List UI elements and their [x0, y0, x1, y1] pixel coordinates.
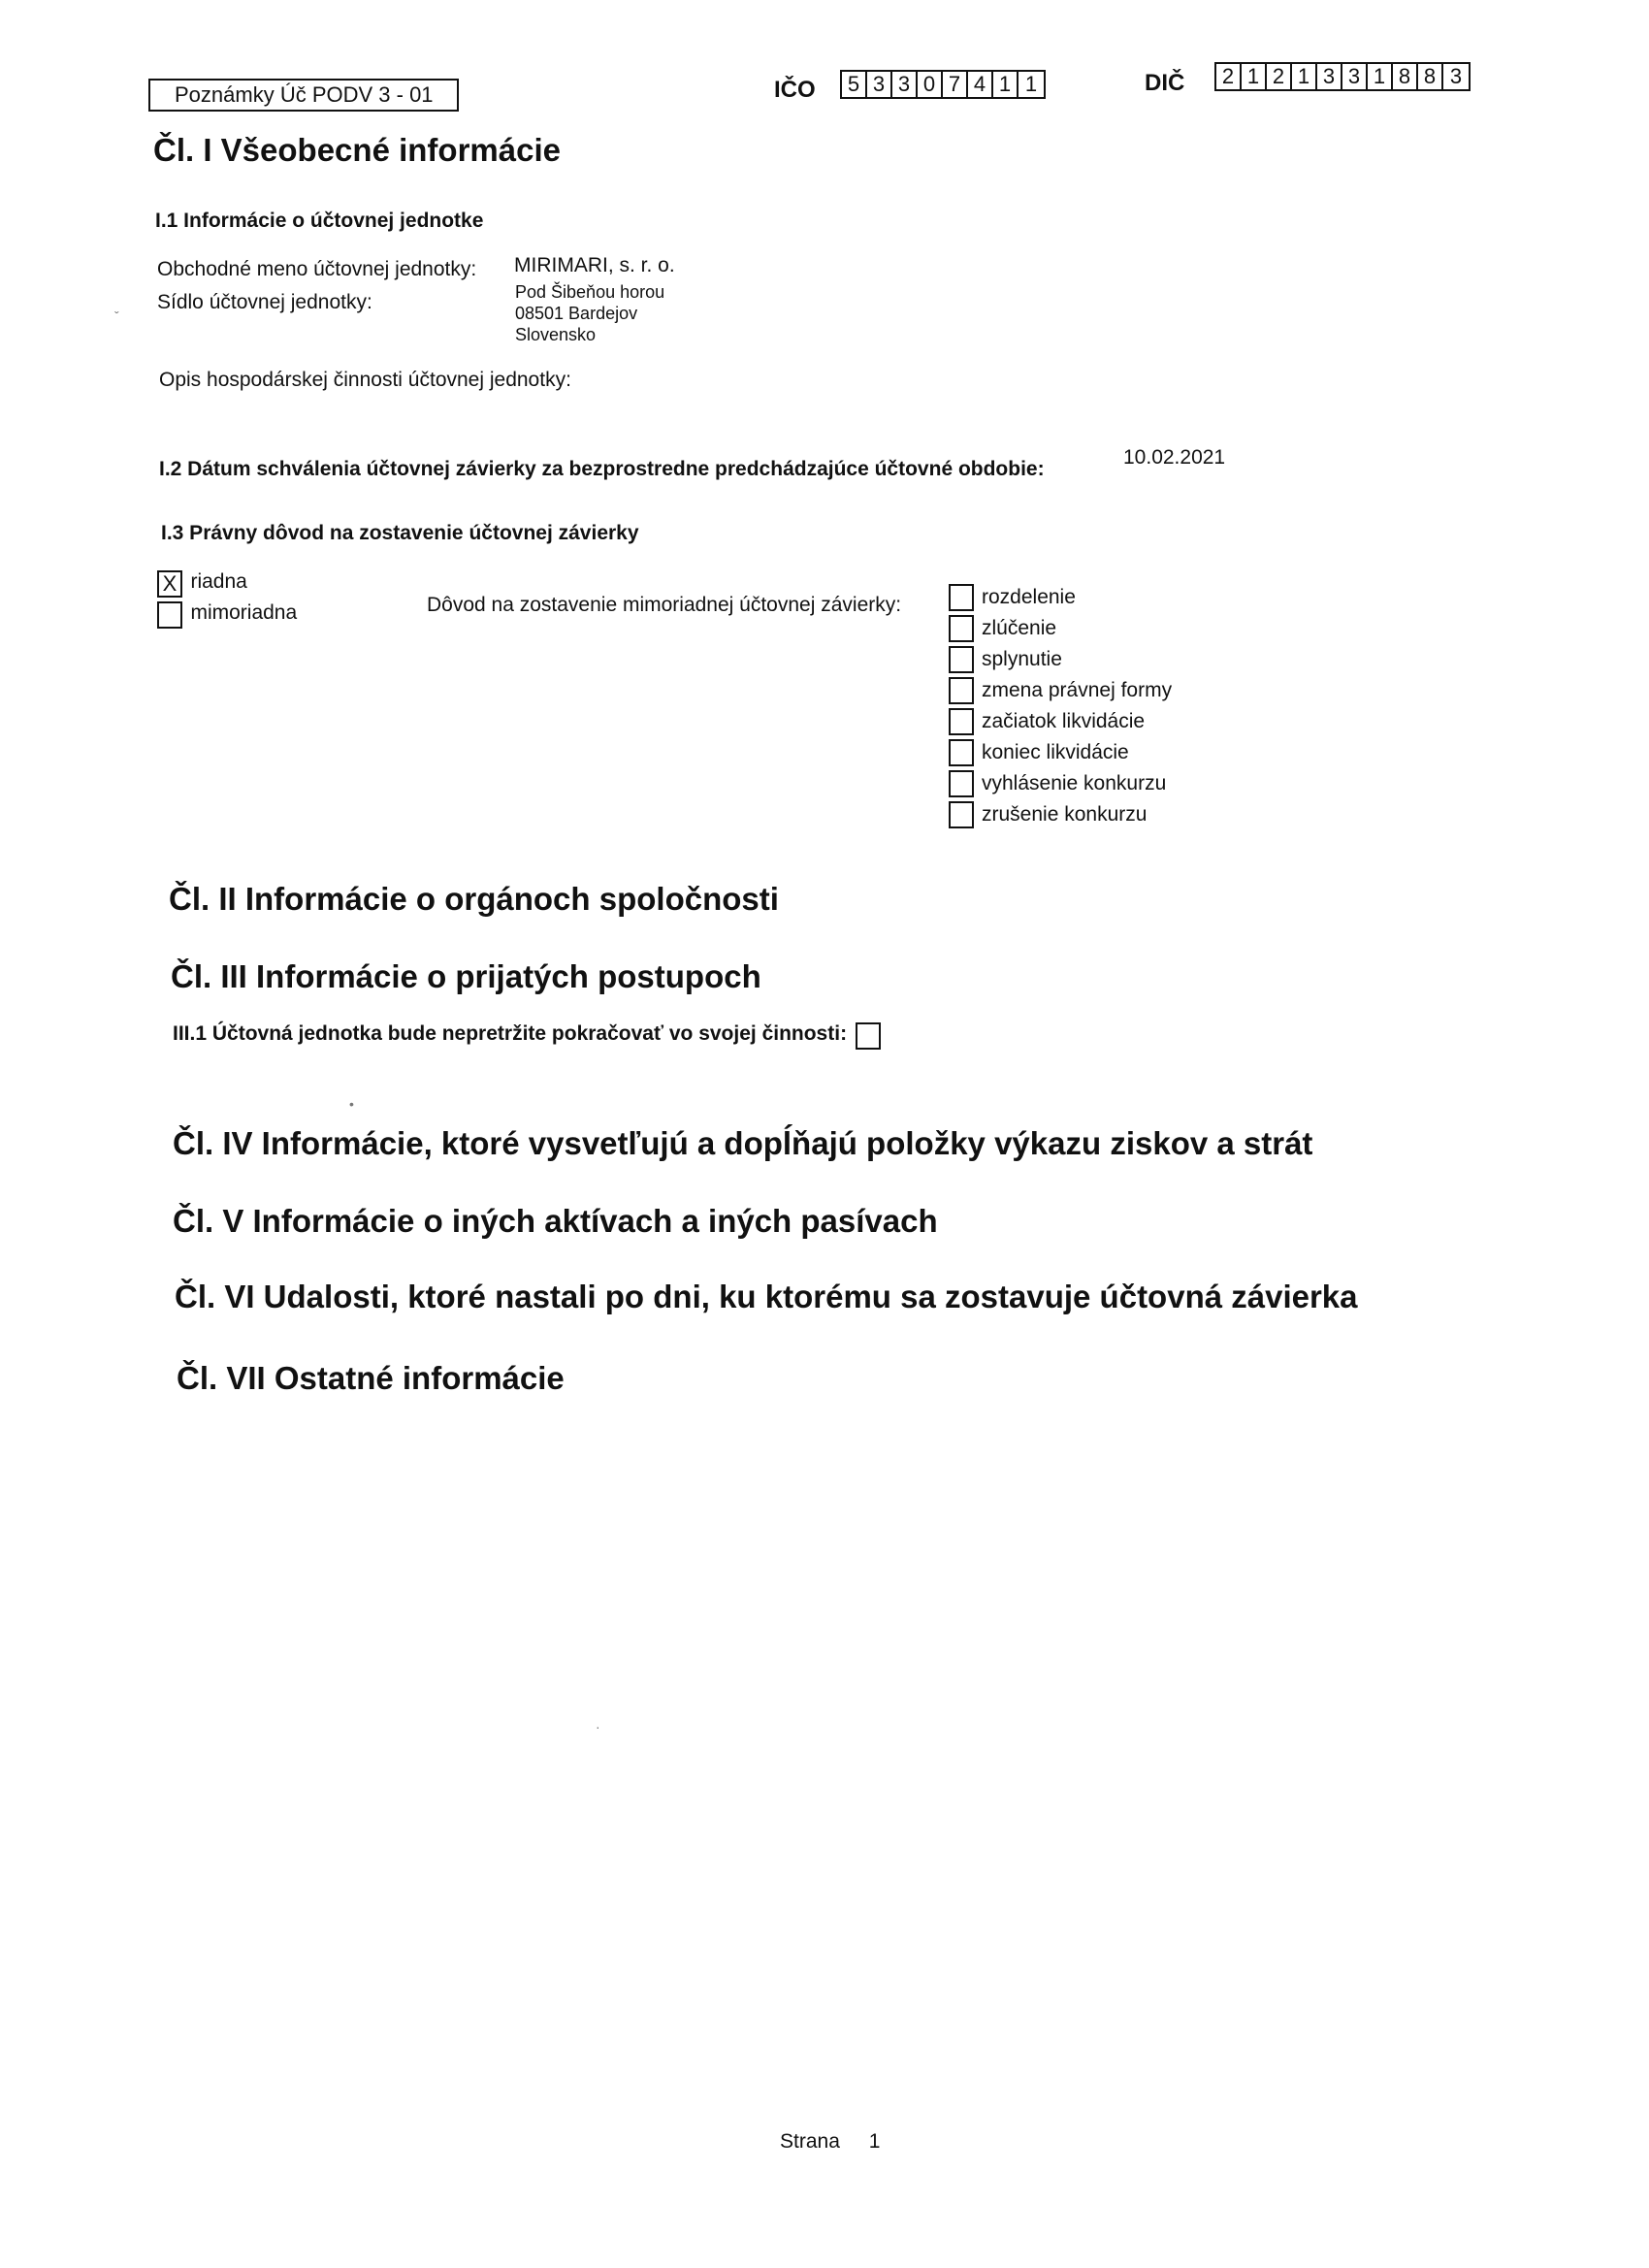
company-name-value: MIRIMARI, s. r. o.	[514, 254, 675, 276]
scan-speck: •	[349, 1096, 354, 1112]
reason-label: zmena právnej formy	[982, 679, 1173, 701]
checkbox-extraordinary[interactable]	[157, 601, 182, 629]
reason-checkbox[interactable]	[949, 708, 974, 735]
dic-digit-boxes	[1214, 62, 1471, 91]
reason-label: koniec likvidácie	[982, 741, 1129, 763]
page-footer	[780, 2130, 880, 2154]
scan-speck: ·	[596, 1719, 600, 1734]
option-regular-label: riadna	[190, 570, 247, 594]
dic-digit: 2	[1267, 64, 1292, 89]
reason-label: splynutie	[982, 648, 1062, 670]
section-2-title: Čl. II Informácie o orgánoch spoločnosti	[169, 881, 779, 917]
option-extraordinary	[157, 601, 297, 629]
ico-digit: 5	[842, 72, 867, 97]
dic-digit: 1	[1368, 64, 1393, 89]
section-1-title: Čl. I Všeobecné informácie	[153, 132, 561, 168]
checkbox-regular[interactable]: X	[157, 570, 182, 598]
subsection-1-3-title: I.3 Právny dôvod na zostavenie účtovnej závierky	[161, 522, 639, 544]
dic-digit: 1	[1242, 64, 1267, 89]
ico-digit: 3	[867, 72, 892, 97]
extraordinary-reason-label: Dôvod na zostavenie mimoriadnej účtovnej závierky:	[427, 594, 902, 616]
dic-digit: 2	[1216, 64, 1242, 89]
section-4-title: Čl. IV Informácie, ktoré vysvetľujú a dopĺňajú položky výkazu ziskov a strát	[173, 1125, 1313, 1161]
subsection-1-1-title: I.1 Informácie o účtovnej jednotke	[155, 210, 484, 232]
page-number: 1	[868, 2130, 881, 2153]
ico-digit: 0	[918, 72, 943, 97]
seat-line: Pod Šibeňou horou	[515, 282, 665, 302]
seat-line: Slovensko	[515, 325, 597, 344]
option-extraordinary-label: mimoriadna	[190, 601, 298, 625]
section-6-title: Čl. VI Udalosti, ktoré nastali po dni, ku ktorému sa zostavuje účtovná závierka	[175, 1279, 1358, 1314]
reason-item	[949, 675, 1172, 706]
ico-digit: 1	[1024, 72, 1038, 96]
reason-checkbox[interactable]	[949, 739, 974, 766]
company-seat-address	[515, 281, 664, 345]
company-seat-label: Sídlo účtovnej jednotky:	[157, 291, 372, 313]
ico-digit: 1	[993, 72, 1018, 97]
extraordinary-reason-list	[949, 582, 1172, 830]
reason-item	[949, 768, 1172, 799]
approval-date-value: 10.02.2021	[1123, 446, 1226, 469]
reason-checkbox[interactable]	[949, 646, 974, 673]
ico-digit: 4	[968, 72, 993, 97]
seat-line: 08501 Bardejov	[515, 304, 638, 323]
reason-label: zlúčenie	[982, 617, 1057, 639]
reason-item	[949, 644, 1172, 675]
dic-digit: 3	[1317, 64, 1342, 89]
reason-checkbox[interactable]	[949, 584, 974, 611]
activity-label: Opis hospodárskej činnosti účtovnej jednotky:	[159, 369, 571, 391]
reason-checkbox[interactable]	[949, 801, 974, 828]
dic-digit: 8	[1418, 64, 1443, 89]
going-concern-checkbox[interactable]	[856, 1022, 881, 1050]
reason-checkbox[interactable]	[949, 677, 974, 704]
reason-item	[949, 706, 1172, 737]
reason-item	[949, 799, 1172, 830]
dic-label: DIČ	[1145, 70, 1185, 96]
reason-label: rozdelenie	[982, 586, 1076, 608]
subsection-3-1	[173, 1022, 881, 1050]
dic-digit: 1	[1292, 64, 1317, 89]
form-label: Poznámky Úč PODV 3 - 01	[148, 79, 459, 112]
company-name-label: Obchodné meno účtovnej jednotky:	[157, 258, 477, 280]
section-3-title: Čl. III Informácie o prijatých postupoch	[171, 958, 761, 994]
reason-checkbox[interactable]	[949, 615, 974, 642]
reason-label: zrušenie konkurzu	[982, 803, 1148, 826]
dic-digit: 8	[1393, 64, 1418, 89]
reason-item	[949, 737, 1172, 768]
reason-label: začiatok likvidácie	[982, 710, 1146, 732]
section-5-title: Čl. V Informácie o iných aktívach a iných pasívach	[173, 1203, 938, 1239]
ico-digit: 7	[943, 72, 968, 97]
ico-digit: 3	[892, 72, 918, 97]
ico-digit-boxes	[840, 70, 1046, 99]
section-7-title: Čl. VII Ostatné informácie	[177, 1360, 565, 1396]
reason-label: vyhlásenie konkurzu	[982, 772, 1167, 794]
reason-checkbox[interactable]	[949, 770, 974, 797]
reason-item	[949, 582, 1172, 613]
dic-digit: 3	[1342, 64, 1368, 89]
subsection-1-2-title: I.2 Dátum schválenia účtovnej závierky za bezprostredne predchádzajúce účtovné obdobie:	[159, 458, 1045, 480]
ico-label: IČO	[774, 77, 816, 103]
option-regular	[157, 570, 247, 598]
reason-item	[949, 613, 1172, 644]
scan-speck: ˇ	[114, 308, 119, 324]
subsection-3-1-title: III.1 Účtovná jednotka bude nepretržite pokračovať vo svojej činnosti:	[173, 1022, 848, 1046]
page-label: Strana	[780, 2130, 840, 2153]
dic-digit: 3	[1449, 64, 1463, 88]
